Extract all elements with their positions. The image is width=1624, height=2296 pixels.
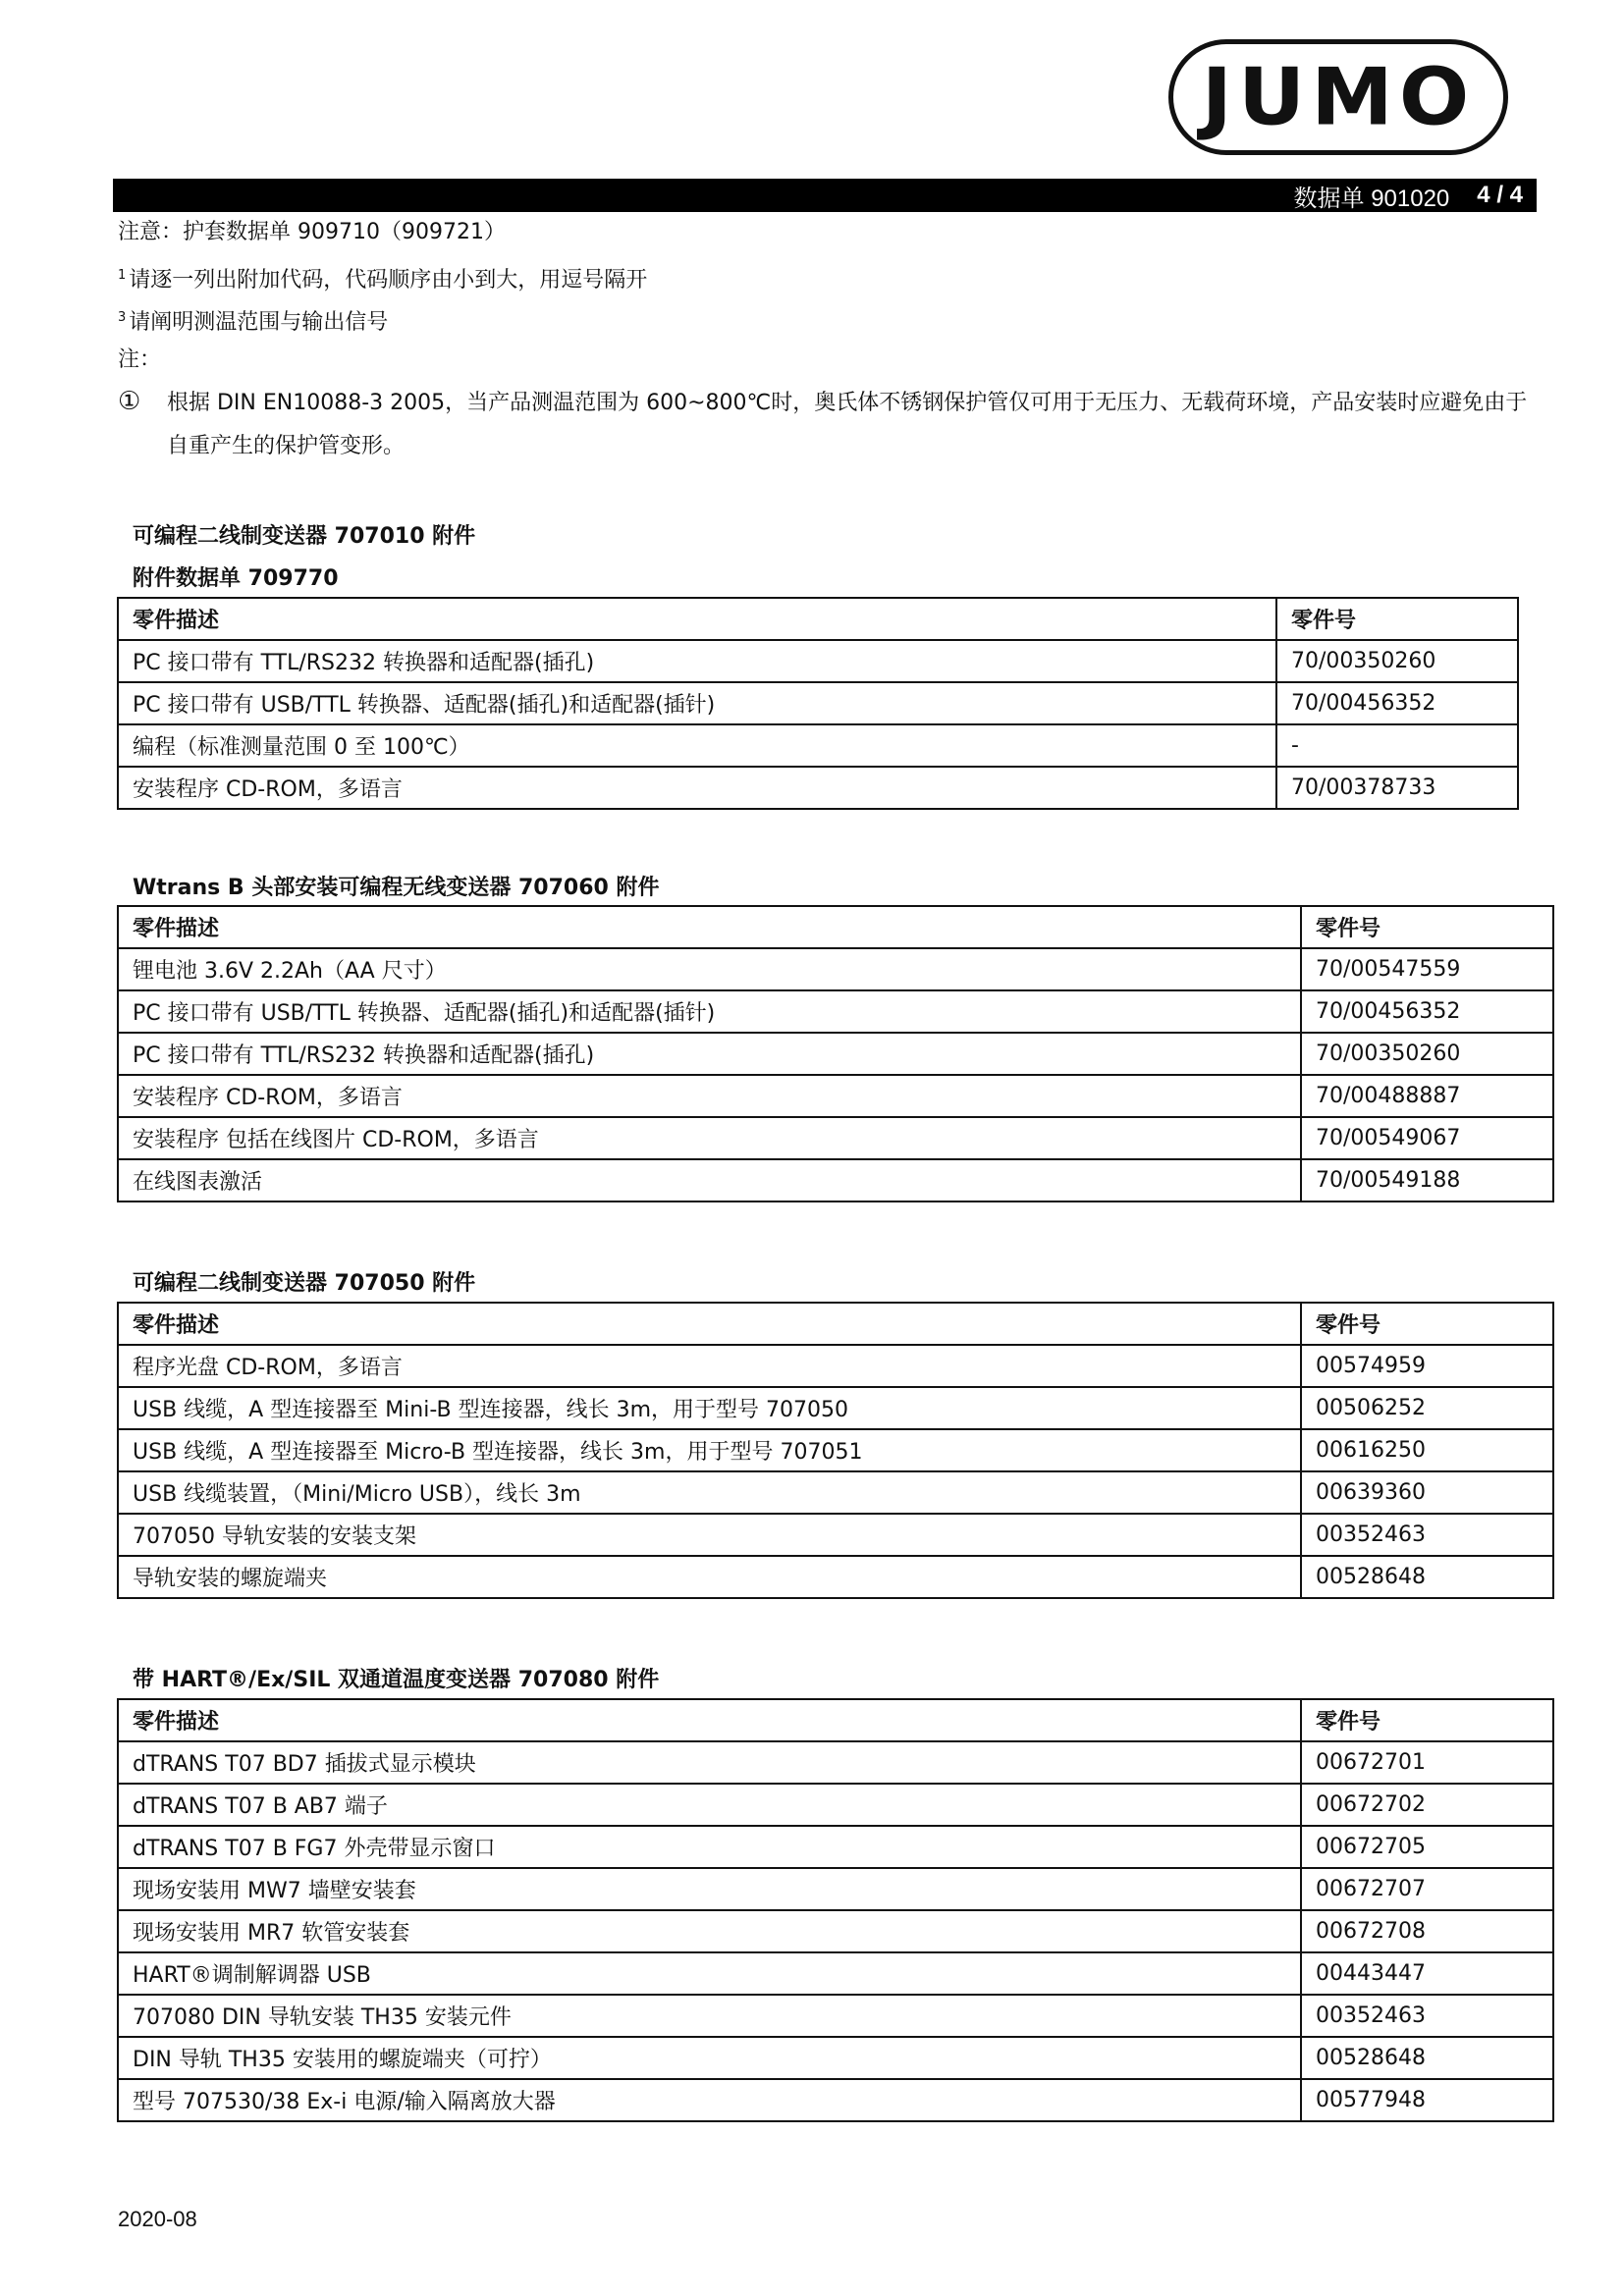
table-row (118, 682, 1518, 724)
note-line-2: $^1$ 请逐一列出附加代码，代码顺序由小到大，用逗号隔开 (118, 268, 648, 293)
table-row (118, 990, 1553, 1033)
table-row (118, 1429, 1553, 1471)
part-description: PC 接口带有 USB/TTL 转换器、适配器(插孔)和适配器(插针) (118, 990, 1301, 1033)
table-row (118, 640, 1518, 682)
part-description: 锂电池 3.6V 2.2Ah（AA 尺寸） (118, 948, 1301, 990)
table-row (118, 1741, 1553, 1784)
header-part-number: 零件号 (1301, 906, 1553, 948)
part-description: 707050 导轨安装的安装支架 (118, 1514, 1301, 1556)
table-row (118, 1387, 1553, 1429)
part-description: 707080 DIN 导轨安装 TH35 安装元件 (118, 1995, 1301, 2037)
part-number: 00352463 (1301, 1514, 1553, 1556)
jumo-logo: JUMO (1168, 39, 1508, 155)
part-description: PC 接口带有 USB/TTL 转换器、适配器(插孔)和适配器(插针) (118, 682, 1276, 724)
part-number: 70/00350260 (1276, 640, 1518, 682)
part-number: 00352463 (1301, 1995, 1553, 2037)
part-description: 安装程序 CD-ROM，多语言 (118, 767, 1276, 809)
table-row (118, 1868, 1553, 1910)
part-number: 00577948 (1301, 2079, 1553, 2121)
header-part-number: 零件号 (1301, 1699, 1553, 1741)
part-description: USB 线缆装置，（Mini/Micro USB），线长 3m (118, 1471, 1301, 1514)
table-header-row (118, 598, 1518, 640)
part-number: 00574959 (1301, 1345, 1553, 1387)
part-number: - (1276, 724, 1518, 767)
part-number: 00616250 (1301, 1429, 1553, 1471)
table-row (118, 724, 1518, 767)
section-title-707050: 可编程二线制变送器 707050 附件 (133, 1271, 476, 1296)
part-number: 70/00488887 (1301, 1075, 1553, 1117)
part-description: PC 接口带有 TTL/RS232 转换器和适配器(插孔) (118, 640, 1276, 682)
section-title-707010: 可编程二线制变送器 707010 附件 (133, 524, 476, 549)
accessory-table-707050 (117, 1302, 1554, 1599)
part-description: 程序光盘 CD-ROM，多语言 (118, 1345, 1301, 1387)
header-part-number: 零件号 (1301, 1303, 1553, 1345)
part-description: 编程（标准测量范围 0 至 100℃） (118, 724, 1276, 767)
section-subtitle-709770: 附件数据单 709770 (133, 566, 339, 591)
table-header-row (118, 906, 1553, 948)
table-row (118, 1075, 1553, 1117)
footer-date: 2020-08 (118, 2207, 197, 2231)
accessory-table-707080 (117, 1698, 1554, 2122)
part-number: 00672707 (1301, 1868, 1553, 1910)
part-description: HART®调制解调器 USB (118, 1952, 1301, 1995)
part-number: 70/00456352 (1276, 682, 1518, 724)
table-row (118, 2037, 1553, 2079)
table-row (118, 1995, 1553, 2037)
section-title-707080: 带 HART®/Ex/SIL 双通道温度变送器 707080 附件 (133, 1668, 660, 1692)
table-row (118, 1910, 1553, 1952)
part-number: 00443447 (1301, 1952, 1553, 1995)
header-part-number: 零件号 (1276, 598, 1518, 640)
part-number: 00672705 (1301, 1826, 1553, 1868)
part-description: 现场安装用 MR7 软管安装套 (118, 1910, 1301, 1952)
part-description: dTRANS T07 B AB7 端子 (118, 1784, 1301, 1826)
part-description: 安装程序 CD-ROM，多语言 (118, 1075, 1301, 1117)
table-row (118, 1033, 1553, 1075)
note-paragraph: 根据 DIN EN10088-3 2005，当产品测温范围为 600~800℃时，奥氏体不锈钢保护管仅可用于无压力、无载荷环境，产品安装时应避免由于自重产生的保护管变形。 (167, 391, 1528, 458)
part-number: 00528648 (1301, 1556, 1553, 1598)
section-title-707060: Wtrans B 头部安装可编程无线变送器 707060 附件 (133, 876, 660, 900)
table-row (118, 948, 1553, 990)
table-row (118, 1514, 1553, 1556)
table-row (118, 1117, 1553, 1159)
page-number: 4 / 4 (1477, 182, 1523, 208)
part-number: 70/00350260 (1301, 1033, 1553, 1075)
header-bar (113, 179, 1537, 212)
circled-number-1: ① (118, 387, 141, 416)
part-description: 现场安装用 MW7 墙壁安装套 (118, 1868, 1301, 1910)
document-number: 数据单 901020 (1293, 185, 1450, 212)
part-number: 00672701 (1301, 1741, 1553, 1784)
part-description: USB 线缆，A 型连接器至 Micro-B 型连接器，线长 3m，用于型号 707051 (118, 1429, 1301, 1471)
header-part-description: 零件描述 (118, 906, 1301, 948)
note-line-1: 注意：护套数据单 909710（909721） (118, 220, 506, 244)
part-number: 00639360 (1301, 1471, 1553, 1514)
accessory-table-707010 (117, 597, 1519, 810)
part-number: 00528648 (1301, 2037, 1553, 2079)
table-row (118, 1159, 1553, 1201)
part-description: dTRANS T07 B FG7 外壳带显示窗口 (118, 1826, 1301, 1868)
part-description: 导轨安装的螺旋端夹 (118, 1556, 1301, 1598)
table-header-row (118, 1303, 1553, 1345)
part-description: 在线图表激活 (118, 1159, 1301, 1201)
part-number: 00672708 (1301, 1910, 1553, 1952)
table-row (118, 2079, 1553, 2121)
table-row (118, 1345, 1553, 1387)
part-description: 型号 707530/38 Ex-i 电源/输入隔离放大器 (118, 2079, 1301, 2121)
note-label: 注： (118, 347, 162, 372)
header-part-description: 零件描述 (118, 1303, 1301, 1345)
part-description: USB 线缆，A 型连接器至 Mini-B 型连接器，线长 3m，用于型号 707050 (118, 1387, 1301, 1429)
table-row (118, 767, 1518, 809)
part-number: 70/00547559 (1301, 948, 1553, 990)
part-description: PC 接口带有 TTL/RS232 转换器和适配器(插孔) (118, 1033, 1301, 1075)
header-part-description: 零件描述 (118, 1699, 1301, 1741)
part-number: 70/00456352 (1301, 990, 1553, 1033)
table-row (118, 1471, 1553, 1514)
table-row (118, 1784, 1553, 1826)
part-number: 00506252 (1301, 1387, 1553, 1429)
table-row (118, 1952, 1553, 1995)
part-description: DIN 导轨 TH35 安装用的螺旋端夹（可拧） (118, 2037, 1301, 2079)
accessory-table-707060 (117, 905, 1554, 1202)
table-row (118, 1556, 1553, 1598)
table-header-row (118, 1699, 1553, 1741)
header-part-description: 零件描述 (118, 598, 1276, 640)
part-description: 安装程序 包括在线图片 CD-ROM，多语言 (118, 1117, 1301, 1159)
table-row (118, 1826, 1553, 1868)
part-number: 00672702 (1301, 1784, 1553, 1826)
part-description: dTRANS T07 BD7 插拔式显示模块 (118, 1741, 1301, 1784)
note-line-3: $^3$ 请阐明测温范围与输出信号 (118, 310, 389, 335)
part-number: 70/00549188 (1301, 1159, 1553, 1201)
part-number: 70/00378733 (1276, 767, 1518, 809)
part-number: 70/00549067 (1301, 1117, 1553, 1159)
